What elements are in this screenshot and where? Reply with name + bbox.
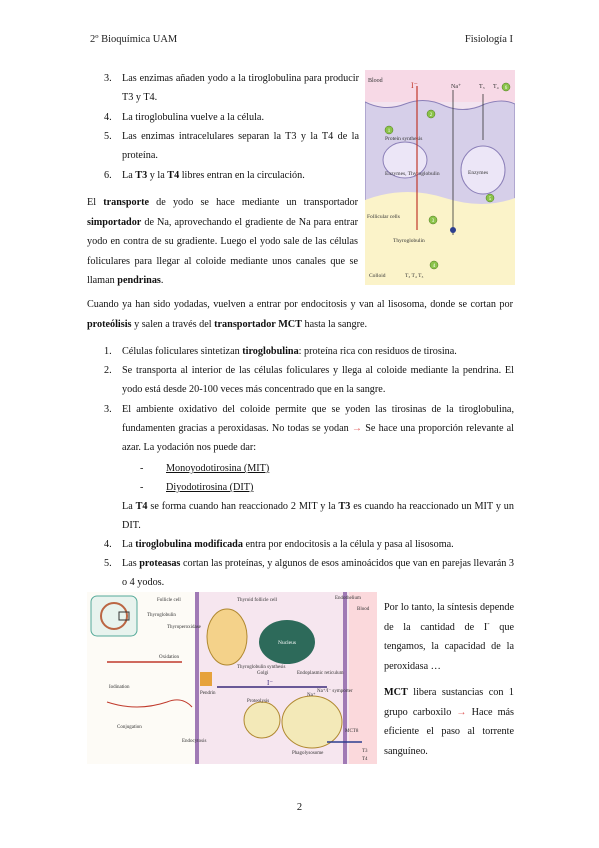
fig2-thyroid-follicle-cell: Thyroid follicle cell	[237, 598, 277, 603]
fig1-iodide-label: I⁻	[411, 81, 418, 90]
fig2-pendrin: Pendrin	[200, 691, 216, 696]
fig1-t3-label: T₃	[479, 84, 485, 90]
fig2-conjugation: Conjugation	[117, 725, 142, 730]
fig2-follicle-cell: Follicle cell	[157, 598, 181, 603]
fig1-step-2: 2	[429, 113, 433, 118]
fig1-follicular-cells: Follicular cells	[367, 214, 400, 220]
fig2-endocytosis: Endocytosis	[182, 739, 207, 744]
fig1-step-6: 6	[504, 86, 508, 91]
fig1-thyroglobulin: Thyroglobulin	[393, 238, 425, 244]
header-right: Fisiología I	[464, 34, 513, 45]
fig2-iodination: Iodination	[109, 685, 130, 690]
fig1-step-4: 4	[432, 264, 436, 269]
fig1-t-labels: T₃ T₄ T₃	[405, 273, 424, 279]
side-paragraph-synthesis: Por lo tanto, la síntesis depende de la cantidad de I- que tengamos, la capacidad de la peroxidasa …	[384, 602, 514, 672]
fig2-endoplasmic: Endoplasmic reticulum	[297, 671, 344, 676]
fig1-blood-label: Blood	[368, 78, 383, 84]
fig2-t3: T3	[362, 749, 368, 754]
fig2-iodide: I⁻	[267, 679, 274, 687]
fig1-enzymes-tg: Enzymes, Thyroglobulin	[385, 171, 440, 177]
fig2-na-symporter: Na⁺/I⁻ symporter	[317, 689, 353, 694]
fig1-na-label: Na⁺	[451, 84, 462, 90]
fig2-phagolysosome: Phagolysosome	[292, 751, 324, 756]
side-paragraph-mct: MCT libera sustancias con 1 grupo carboxilo → Hace más eficiente el paso al torrente sanguíneo.	[384, 687, 514, 757]
fig1-colloid: Colloid	[369, 273, 386, 279]
fig2-mct8: MCT8	[345, 729, 359, 734]
fig2-blood: Blood	[357, 607, 370, 612]
thyroid-hormone-synthesis-figure	[87, 592, 377, 764]
fig2-endothelium: Endothelium	[335, 596, 361, 601]
fig2-thyroperoxidase: Thyroperoxidase	[167, 625, 201, 630]
thyroid-follicle-figure	[365, 70, 515, 285]
fig2-golgi: Golgi	[257, 671, 269, 676]
fig1-enzymes: Enzymes	[468, 170, 489, 176]
fig1-step-5: 5	[488, 197, 492, 202]
paragraph-transport: El transporte de yodo se hace mediante un transportador simportador de Na, aprovechando el gradiente de Na para entrar yodo en contra de su gradiente. Luego el yodo sale de las células foliculares para llegar al coloide mediante unos canales que se llaman pendrinas.	[87, 197, 358, 286]
header-left: 2º Bioquímica UAM	[90, 34, 178, 45]
fig2-oxidation: Oxidation	[159, 655, 179, 660]
fig2-thyroglobulin: Thyroglobulin	[147, 613, 176, 618]
fig2-thyroglobulin-vesicle: Thyroglobulin synthesis	[237, 665, 286, 670]
list-item-continuation: La T4 se forma cuando han reaccionado 2 MIT y la T3 es cuando ha reaccionado un MIT y un DIT.	[122, 501, 514, 531]
fig2-proteolysis: Proteolysis	[247, 699, 270, 704]
fig2-nucleus: Nucleus	[277, 640, 297, 646]
page-number: 2	[296, 802, 303, 813]
fig2-t4: T4	[362, 757, 368, 762]
paragraph-endocytosis: Cuando ya han sido yodadas, vuelven a entrar por endocitosis y van al lisosoma, donde se cortan por proteólisis y salen a través del transportador MCT hasta la sangre.	[87, 299, 513, 330]
fig1-t4-label: T₄	[493, 84, 499, 90]
document-page: 2º Bioquímica UAM Fisiología I 3. Las enzimas añaden yodo a la tiroglobulina para producir T3 y T4. 4. La tiroglobulina vuelve a la célula. 5. Las enzimas intracelulares separan la T3 y la T4 de la proteína. 6. La T3 y la T4 libres entran en la circulación. El transporte de yodo se hace mediante un transportador simportador de Na, aprovechando el gradiente de Na para entrar yodo en contra de su gradiente. Luego el yodo sale de las células foliculares para llegar al coloide mediante unos canales que se llaman pendrinas. Blood I⁻ Na⁺ T₃ T₄ Protein synthesis Enzymes, Thyroglobulin Enzymes Follicular cells Thyroglobulin Colloid T₃ T₄ T₃ 1 2 3 4 5 6 Cuando ya han sido yodadas, vuelven a entrar por endocitosis y van al lisosoma, donde se cortan por proteólisis y salen a través del transportador MCT hasta la sangre. 1. Células foliculares sintetizan tiroglobulina: proteína rica con residuos de tirosina. 2. Se transporta al interior de las células foliculares y llega al coloide mediante la pendrina. El yodo está desde 20-100 veces más concentrado que en la sangre. 3. El ambiente oxidativo del coloide permite que se yoden las tirosinas de la tiroglobulina, fundamenten gracias a peroxidasas. No todas se yodan → Se hace una proporción relevante al azar. La yodación nos puede dar: - Monoyodotirosina (MIT) - Diyodotirosina (DIT) La T4 se forma cuando han reaccionado 2 MIT y la T3 es cuando ha reaccionado un MIT y un DIT. 4. La tiroglobulina modificada entra por endocitosis a la célula y pasa al lisosoma. 5. Las proteasas cortan las proteínas, y algunos de esos aminoácidos que van en parejas llevarán 3 o 4 yodos. Nucleus Follicle cell Thyroid follicle cell Endothelium Blood Thyroglobulin Thyroperoxidase Endoplasmic reticulum Oxidation Iodination Conjugation Endocytosis Proteolysis Pendrin Na⁺/I⁻ symporter Na⁺ Golgi Thyroglobulin synthesis Phagolysosome MCT8 T3 T4 I⁻ Por lo tanto, la síntesis depende de la cantidad de I- que tengamos, la capacidad de la peroxidasa … MCT libera sustancias con 1 grupo carboxilo → Hace más eficiente el paso al torrente sanguíneo. 2	[0, 0, 599, 848]
fig1-step-3: 3	[431, 219, 435, 224]
fig1-protein-synthesis: Protein synthesis	[385, 136, 423, 142]
fig2-na: Na⁺	[307, 693, 316, 698]
fig1-step-1: 1	[387, 129, 391, 134]
